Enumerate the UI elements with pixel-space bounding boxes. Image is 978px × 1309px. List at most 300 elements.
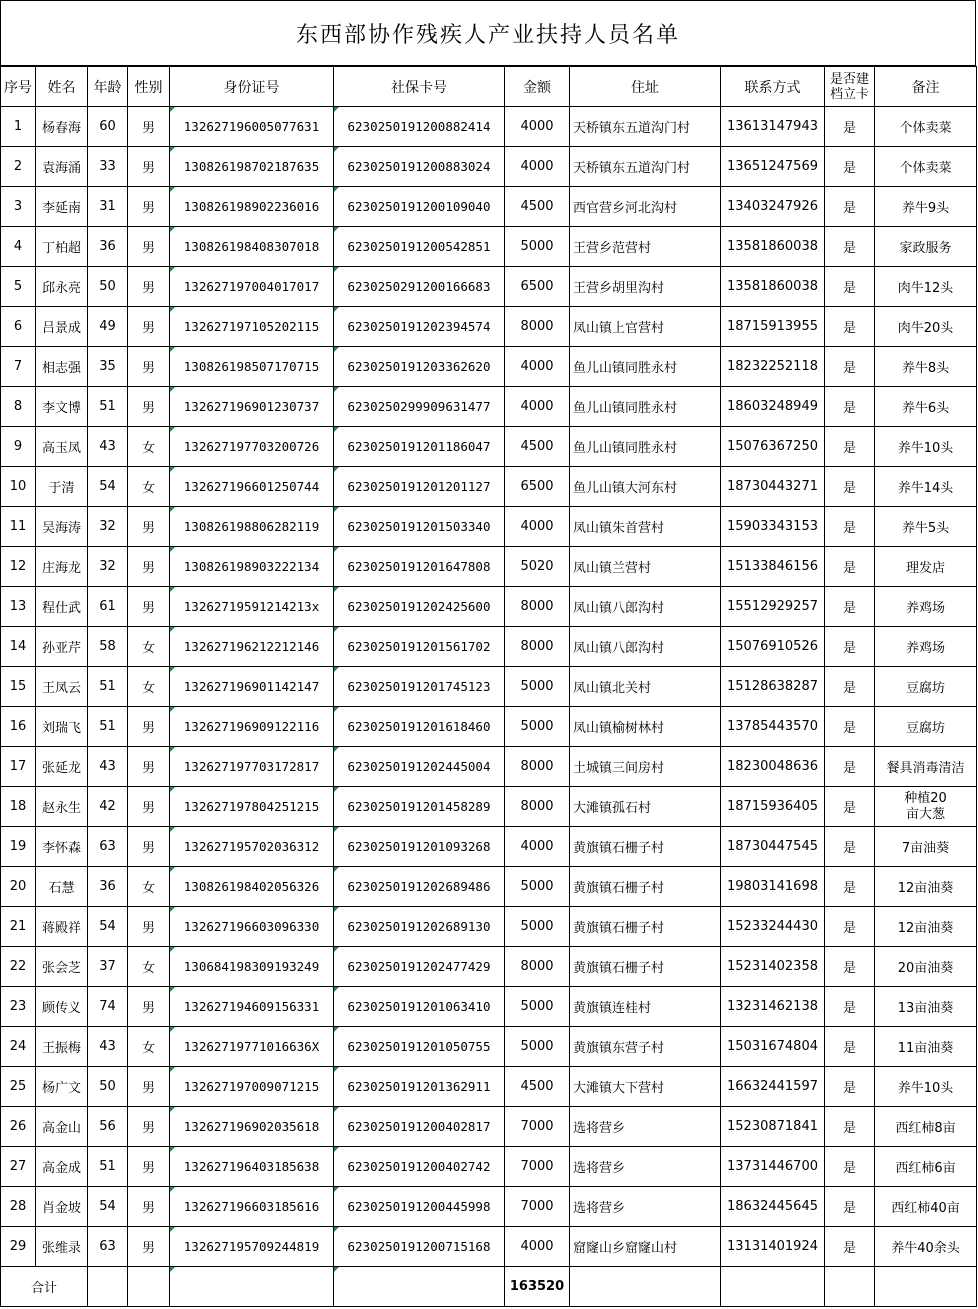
- cell-social-card: 6230250191201745123: [334, 667, 505, 707]
- cell-social-card: 6230250191202445004: [334, 747, 505, 787]
- cell-id-number: 132627196601250744: [170, 467, 334, 507]
- cell-seq: 26: [1, 1107, 36, 1147]
- cell-age: 33: [88, 147, 128, 187]
- cell-name: 相志强: [36, 347, 88, 387]
- cell-phone: 13131401924: [721, 1227, 825, 1267]
- cell-id-number: 132627196603096330: [170, 907, 334, 947]
- header-seq: 序号: [1, 67, 36, 107]
- cell-note: 西红柿6亩: [875, 1147, 977, 1187]
- cell-seq: 16: [1, 707, 36, 747]
- cell-name: 程仕武: [36, 587, 88, 627]
- cell-gender: 男: [128, 827, 170, 867]
- table-row: [1, 347, 977, 387]
- cell-age: 42: [88, 787, 128, 827]
- table-row: [1, 507, 977, 547]
- cell-phone: 18230048636: [721, 747, 825, 787]
- header-archived: 是否建档立卡: [825, 67, 875, 107]
- cell-social-card: 6230250191200109040: [334, 187, 505, 227]
- cell-amount: 4000: [505, 1227, 570, 1267]
- cell-phone: 18730443271: [721, 467, 825, 507]
- cell-address: 鱼儿山镇大河东村: [570, 467, 721, 507]
- cell-gender: 女: [128, 627, 170, 667]
- cell-address: 鱼儿山镇同胜永村: [570, 427, 721, 467]
- header-social-card: 社保卡号: [334, 67, 505, 107]
- cell-phone: 18715936405: [721, 787, 825, 827]
- cell-phone: 15231402358: [721, 947, 825, 987]
- cell-seq: 24: [1, 1027, 36, 1067]
- cell-address: 天桥镇东五道沟门村: [570, 107, 721, 147]
- cell-age: 51: [88, 707, 128, 747]
- total-empty-cell: [334, 1267, 505, 1307]
- cell-note: 豆腐坊: [875, 707, 977, 747]
- cell-archived: 是: [825, 627, 875, 667]
- cell-social-card: 6230250191202689130: [334, 907, 505, 947]
- cell-age: 61: [88, 587, 128, 627]
- cell-seq: 27: [1, 1147, 36, 1187]
- cell-seq: 17: [1, 747, 36, 787]
- table-row: [1, 467, 977, 507]
- cell-archived: 是: [825, 427, 875, 467]
- cell-note: 理发店: [875, 547, 977, 587]
- cell-note: 养鸡场: [875, 627, 977, 667]
- cell-archived: 是: [825, 1027, 875, 1067]
- table-row: [1, 147, 977, 187]
- cell-phone: 18232252118: [721, 347, 825, 387]
- cell-name: 邱永亮: [36, 267, 88, 307]
- cell-archived: 是: [825, 667, 875, 707]
- cell-id-number: 132627197009071215: [170, 1067, 334, 1107]
- cell-seq: 12: [1, 547, 36, 587]
- cell-address: 王营乡范营村: [570, 227, 721, 267]
- cell-id-number: 132627196909122116: [170, 707, 334, 747]
- cell-note: 12亩油葵: [875, 867, 977, 907]
- cell-note: 养牛40余头: [875, 1227, 977, 1267]
- cell-amount: 7000: [505, 1187, 570, 1227]
- cell-seq: 20: [1, 867, 36, 907]
- cell-note: 西红柿40亩: [875, 1187, 977, 1227]
- cell-seq: 15: [1, 667, 36, 707]
- cell-age: 36: [88, 867, 128, 907]
- table-row: [1, 707, 977, 747]
- cell-name: 庄海龙: [36, 547, 88, 587]
- cell-archived: 是: [825, 947, 875, 987]
- cell-social-card: 6230250191202689486: [334, 867, 505, 907]
- cell-amount: 8000: [505, 787, 570, 827]
- cell-gender: 男: [128, 1067, 170, 1107]
- cell-name: 张会芝: [36, 947, 88, 987]
- cell-address: 王营乡胡里沟村: [570, 267, 721, 307]
- table-row: [1, 427, 977, 467]
- cell-name: 李文博: [36, 387, 88, 427]
- cell-name: 丁柏超: [36, 227, 88, 267]
- cell-amount: 4000: [505, 347, 570, 387]
- cell-address: 凤山镇八郎沟村: [570, 587, 721, 627]
- cell-age: 32: [88, 547, 128, 587]
- cell-phone: 13613147943: [721, 107, 825, 147]
- cell-amount: 5000: [505, 707, 570, 747]
- cell-note: 肉牛20头: [875, 307, 977, 347]
- cell-phone: 13403247926: [721, 187, 825, 227]
- table-row: [1, 1107, 977, 1147]
- cell-social-card: 6230250191202425600: [334, 587, 505, 627]
- header-gender: 性别: [128, 67, 170, 107]
- cell-amount: 4500: [505, 1067, 570, 1107]
- cell-archived: 是: [825, 1147, 875, 1187]
- cell-gender: 女: [128, 667, 170, 707]
- cell-gender: 男: [128, 587, 170, 627]
- cell-address: 黄旗镇石栅子村: [570, 867, 721, 907]
- cell-name: 顾传义: [36, 987, 88, 1027]
- cell-gender: 男: [128, 987, 170, 1027]
- cell-gender: 男: [128, 747, 170, 787]
- cell-address: 黄旗镇石栅子村: [570, 827, 721, 867]
- cell-gender: 男: [128, 1187, 170, 1227]
- cell-id-number: 132627197105202115: [170, 307, 334, 347]
- cell-social-card: 6230250191201503340: [334, 507, 505, 547]
- table-row: [1, 187, 977, 227]
- cell-id-number: 13262719591214213x: [170, 587, 334, 627]
- header-id-number: 身份证号: [170, 67, 334, 107]
- table-row: [1, 907, 977, 947]
- cell-name: 高金成: [36, 1147, 88, 1187]
- cell-archived: 是: [825, 707, 875, 747]
- cell-id-number: 132627197703200726: [170, 427, 334, 467]
- total-amount: 163520: [505, 1267, 570, 1307]
- cell-address: 选将营乡: [570, 1187, 721, 1227]
- cell-archived: 是: [825, 747, 875, 787]
- cell-name: 高玉凤: [36, 427, 88, 467]
- total-empty-cell: [170, 1267, 334, 1307]
- cell-note: 养牛5头: [875, 507, 977, 547]
- cell-seq: 3: [1, 187, 36, 227]
- cell-phone: 15233244430: [721, 907, 825, 947]
- table-row: [1, 547, 977, 587]
- cell-id-number: 132627196901230737: [170, 387, 334, 427]
- cell-gender: 男: [128, 1227, 170, 1267]
- cell-amount: 5000: [505, 907, 570, 947]
- cell-social-card: 6230250191201050755: [334, 1027, 505, 1067]
- cell-gender: 女: [128, 947, 170, 987]
- table-row: [1, 947, 977, 987]
- cell-seq: 14: [1, 627, 36, 667]
- cell-address: 黄旗镇石栅子村: [570, 907, 721, 947]
- cell-phone: 16632441597: [721, 1067, 825, 1107]
- cell-address: 凤山镇八郎沟村: [570, 627, 721, 667]
- cell-name: 肖金坡: [36, 1187, 88, 1227]
- cell-archived: 是: [825, 107, 875, 147]
- cell-seq: 29: [1, 1227, 36, 1267]
- cell-name: 李怀森: [36, 827, 88, 867]
- cell-note: 养牛14头: [875, 467, 977, 507]
- cell-archived: 是: [825, 827, 875, 867]
- cell-archived: 是: [825, 267, 875, 307]
- table-row: [1, 827, 977, 867]
- cell-note: 餐具消毒清洁: [875, 747, 977, 787]
- cell-id-number: 132627195702036312: [170, 827, 334, 867]
- cell-amount: 5000: [505, 867, 570, 907]
- cell-gender: 男: [128, 347, 170, 387]
- cell-id-number: 130826198702187635: [170, 147, 334, 187]
- cell-address: 大滩镇大下营村: [570, 1067, 721, 1107]
- cell-seq: 25: [1, 1067, 36, 1107]
- total-empty-cell: [721, 1267, 825, 1307]
- cell-gender: 男: [128, 787, 170, 827]
- cell-amount: 4000: [505, 507, 570, 547]
- cell-id-number: 130826198408307018: [170, 227, 334, 267]
- table-row: [1, 107, 977, 147]
- cell-address: 鱼儿山镇同胜永村: [570, 347, 721, 387]
- cell-phone: 15512929257: [721, 587, 825, 627]
- cell-amount: 8000: [505, 747, 570, 787]
- cell-id-number: 132627196403185638: [170, 1147, 334, 1187]
- cell-archived: 是: [825, 867, 875, 907]
- cell-age: 60: [88, 107, 128, 147]
- cell-note: 20亩油葵: [875, 947, 977, 987]
- cell-age: 50: [88, 1067, 128, 1107]
- total-row: [1, 1267, 977, 1307]
- cell-archived: 是: [825, 587, 875, 627]
- cell-seq: 5: [1, 267, 36, 307]
- cell-note: 7亩油葵: [875, 827, 977, 867]
- cell-id-number: 132627196005077631: [170, 107, 334, 147]
- header-age: 年龄: [88, 67, 128, 107]
- cell-gender: 男: [128, 547, 170, 587]
- cell-social-card: 6230250191200542851: [334, 227, 505, 267]
- cell-age: 35: [88, 347, 128, 387]
- cell-amount: 5020: [505, 547, 570, 587]
- cell-amount: 8000: [505, 627, 570, 667]
- cell-archived: 是: [825, 227, 875, 267]
- cell-address: 天桥镇东五道沟门村: [570, 147, 721, 187]
- cell-gender: 男: [128, 1107, 170, 1147]
- cell-amount: 6500: [505, 267, 570, 307]
- cell-amount: 8000: [505, 307, 570, 347]
- table-row: [1, 1187, 977, 1227]
- cell-name: 张维录: [36, 1227, 88, 1267]
- cell-name: 杨春海: [36, 107, 88, 147]
- beneficiary-table: [0, 66, 977, 1307]
- cell-id-number: 132627195709244819: [170, 1227, 334, 1267]
- table-row: [1, 987, 977, 1027]
- cell-id-number: 130826198402056326: [170, 867, 334, 907]
- cell-gender: 男: [128, 307, 170, 347]
- table-row: [1, 1147, 977, 1187]
- cell-id-number: 130826198903222134: [170, 547, 334, 587]
- cell-archived: 是: [825, 147, 875, 187]
- cell-amount: 5000: [505, 1027, 570, 1067]
- table-row: [1, 307, 977, 347]
- cell-note: 养鸡场: [875, 587, 977, 627]
- cell-seq: 22: [1, 947, 36, 987]
- header-name: 姓名: [36, 67, 88, 107]
- cell-phone: 15031674804: [721, 1027, 825, 1067]
- total-empty-cell: [570, 1267, 721, 1307]
- cell-social-card: 6230250191200883024: [334, 147, 505, 187]
- cell-seq: 9: [1, 427, 36, 467]
- cell-address: 选将营乡: [570, 1147, 721, 1187]
- cell-seq: 23: [1, 987, 36, 1027]
- cell-amount: 5000: [505, 227, 570, 267]
- cell-gender: 男: [128, 107, 170, 147]
- cell-age: 50: [88, 267, 128, 307]
- table-row: [1, 747, 977, 787]
- cell-social-card: 6230250191200715168: [334, 1227, 505, 1267]
- total-label: 合计: [1, 1267, 88, 1307]
- cell-age: 43: [88, 1027, 128, 1067]
- cell-social-card: 6230250291200166683: [334, 267, 505, 307]
- cell-social-card: 6230250191201063410: [334, 987, 505, 1027]
- cell-phone: 13581860038: [721, 227, 825, 267]
- cell-gender: 男: [128, 147, 170, 187]
- cell-age: 51: [88, 1147, 128, 1187]
- cell-gender: 女: [128, 427, 170, 467]
- cell-age: 31: [88, 187, 128, 227]
- cell-note: 养牛8头: [875, 347, 977, 387]
- cell-social-card: 6230250191201362911: [334, 1067, 505, 1107]
- cell-id-number: 132627197703172817: [170, 747, 334, 787]
- cell-age: 56: [88, 1107, 128, 1147]
- cell-id-number: 130826198902236016: [170, 187, 334, 227]
- cell-social-card: 6230250191201201127: [334, 467, 505, 507]
- cell-address: 西官营乡河北沟村: [570, 187, 721, 227]
- sheet-title: 东西部协作残疾人产业扶持人员名单: [0, 0, 976, 66]
- cell-seq: 13: [1, 587, 36, 627]
- cell-address: 凤山镇北关村: [570, 667, 721, 707]
- cell-gender: 男: [128, 1147, 170, 1187]
- cell-archived: 是: [825, 347, 875, 387]
- cell-name: 李延南: [36, 187, 88, 227]
- cell-age: 58: [88, 627, 128, 667]
- cell-gender: 男: [128, 227, 170, 267]
- cell-seq: 28: [1, 1187, 36, 1227]
- table-body: [1, 107, 977, 1267]
- header-phone: 联系方式: [721, 67, 825, 107]
- cell-gender: 男: [128, 507, 170, 547]
- cell-note: 12亩油葵: [875, 907, 977, 947]
- cell-address: 窟窿山乡窟窿山村: [570, 1227, 721, 1267]
- cell-seq: 1: [1, 107, 36, 147]
- cell-archived: 是: [825, 387, 875, 427]
- cell-social-card: 6230250191202477429: [334, 947, 505, 987]
- cell-phone: 13785443570: [721, 707, 825, 747]
- table-row: [1, 1067, 977, 1107]
- cell-name: 杨广文: [36, 1067, 88, 1107]
- cell-social-card: 6230250191201093268: [334, 827, 505, 867]
- cell-archived: 是: [825, 547, 875, 587]
- cell-archived: 是: [825, 187, 875, 227]
- cell-address: 凤山镇上官营村: [570, 307, 721, 347]
- cell-note: 肉牛12头: [875, 267, 977, 307]
- table-row: [1, 387, 977, 427]
- total-empty-cell: [88, 1267, 128, 1307]
- cell-id-number: 132627196902035618: [170, 1107, 334, 1147]
- cell-note: 养牛10头: [875, 1067, 977, 1107]
- cell-phone: 13581860038: [721, 267, 825, 307]
- cell-address: 土城镇三间房村: [570, 747, 721, 787]
- cell-age: 74: [88, 987, 128, 1027]
- cell-age: 36: [88, 227, 128, 267]
- cell-phone: 18715913955: [721, 307, 825, 347]
- header-address: 住址: [570, 67, 721, 107]
- cell-seq: 7: [1, 347, 36, 387]
- cell-id-number: 132627196603185616: [170, 1187, 334, 1227]
- cell-amount: 7000: [505, 1107, 570, 1147]
- cell-name: 高金山: [36, 1107, 88, 1147]
- cell-address: 黄旗镇石栅子村: [570, 947, 721, 987]
- cell-gender: 男: [128, 907, 170, 947]
- cell-amount: 4000: [505, 387, 570, 427]
- cell-archived: 是: [825, 907, 875, 947]
- cell-social-card: 6230250191200882414: [334, 107, 505, 147]
- cell-name: 于清: [36, 467, 88, 507]
- cell-gender: 男: [128, 267, 170, 307]
- cell-address: 大滩镇孤石村: [570, 787, 721, 827]
- cell-social-card: 6230250191201458289: [334, 787, 505, 827]
- cell-name: 蒋殿祥: [36, 907, 88, 947]
- cell-age: 63: [88, 1227, 128, 1267]
- header-note: 备注: [875, 67, 977, 107]
- cell-archived: 是: [825, 1107, 875, 1147]
- cell-amount: 8000: [505, 947, 570, 987]
- cell-address: 鱼儿山镇同胜永村: [570, 387, 721, 427]
- cell-social-card: 6230250191200402742: [334, 1147, 505, 1187]
- cell-archived: 是: [825, 1067, 875, 1107]
- table-row: [1, 267, 977, 307]
- cell-name: 赵永生: [36, 787, 88, 827]
- cell-archived: 是: [825, 1187, 875, 1227]
- cell-name: 孙亚芹: [36, 627, 88, 667]
- cell-social-card: 6230250191200402817: [334, 1107, 505, 1147]
- cell-age: 54: [88, 907, 128, 947]
- cell-social-card: 6230250191203362620: [334, 347, 505, 387]
- cell-name: 王振梅: [36, 1027, 88, 1067]
- cell-address: 凤山镇兰营村: [570, 547, 721, 587]
- cell-amount: 8000: [505, 587, 570, 627]
- cell-social-card: 6230250191200445998: [334, 1187, 505, 1227]
- cell-age: 63: [88, 827, 128, 867]
- cell-phone: 18603248949: [721, 387, 825, 427]
- cell-phone: 15076910526: [721, 627, 825, 667]
- cell-note: 个体卖菜: [875, 147, 977, 187]
- cell-name: 吕景成: [36, 307, 88, 347]
- cell-id-number: 13262719771016636X: [170, 1027, 334, 1067]
- cell-phone: 15128638287: [721, 667, 825, 707]
- cell-address: 黄旗镇东营子村: [570, 1027, 721, 1067]
- cell-archived: 是: [825, 507, 875, 547]
- cell-social-card: 6230250191201647808: [334, 547, 505, 587]
- cell-note: 养牛6头: [875, 387, 977, 427]
- cell-phone: 13731446700: [721, 1147, 825, 1187]
- cell-age: 49: [88, 307, 128, 347]
- cell-note: 种植20 亩大葱: [875, 787, 977, 827]
- cell-phone: 15076367250: [721, 427, 825, 467]
- cell-note: 个体卖菜: [875, 107, 977, 147]
- cell-gender: 男: [128, 707, 170, 747]
- cell-archived: 是: [825, 307, 875, 347]
- cell-name: 张延龙: [36, 747, 88, 787]
- header-row: [1, 67, 977, 107]
- cell-age: 51: [88, 387, 128, 427]
- cell-id-number: 132627197804251215: [170, 787, 334, 827]
- cell-archived: 是: [825, 987, 875, 1027]
- cell-phone: 13231462138: [721, 987, 825, 1027]
- cell-seq: 21: [1, 907, 36, 947]
- total-empty-cell: [128, 1267, 170, 1307]
- cell-address: 凤山镇朱首营村: [570, 507, 721, 547]
- cell-seq: 8: [1, 387, 36, 427]
- table-row: [1, 227, 977, 267]
- cell-age: 54: [88, 1187, 128, 1227]
